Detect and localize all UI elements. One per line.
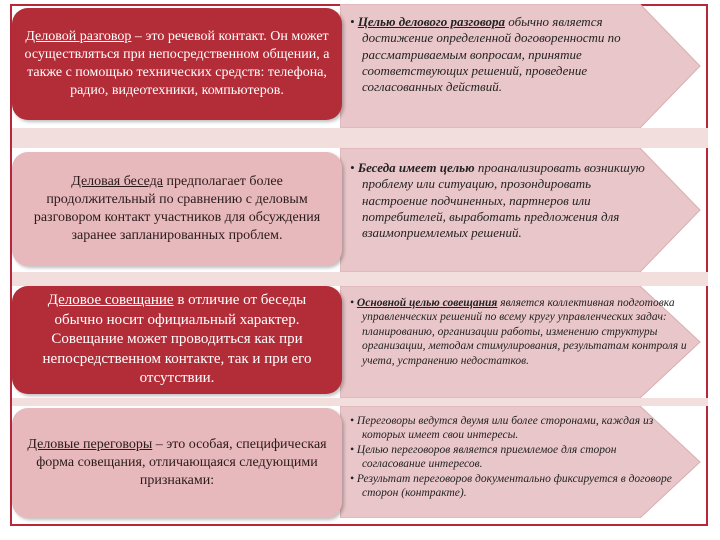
- bullet-3-1: • Основной целью совещания является коллективная подготовка управленческих решений по всему кругу управленческих задач: планированию, организации работы, изменению структуры организации, методам стимулирования, результатам контроля и учета, устранению недостатков.: [350, 297, 687, 367]
- bullet-text: Целью переговоров является приемлемое для сторон согласование интересов.: [356, 443, 617, 471]
- bullet-text: Переговоры ведутся двумя или более сторонами, каждая из которых имеет свои интересы.: [356, 415, 654, 442]
- arrow-1: [340, 4, 712, 128]
- bullet-text: является коллективная подготовка управленческих решений по всему кругу управленческих задач: планированию, организации работы, изменению структуры организации, методам стимулирования, результатам контроля и учета, устранению недостатков.: [362, 297, 687, 367]
- bullet-text: проанализировать возникшую проблему или ситуацию, прозондировать настроение подчиненных, партнеров или потребителей, выработать предложения для взаимоприемлемых решений.: [362, 160, 645, 240]
- arrow-2: [340, 148, 712, 272]
- bullet-bold: Основной целью совещания: [356, 297, 498, 309]
- bullet-4-3: • Результат переговоров документально фиксируется в договоре сторон (контракте).: [350, 472, 672, 499]
- box-text: предполагает более продолжительный по сравнению с деловым разговором контакт участников для обсуждения заранее запланированных проблем.: [33, 173, 321, 244]
- box-text: – это речевой контакт. Он может осуществляться при непосредственном общении, а также с помощью технических средств: телефона, радио, видеотехники, компьютеров.: [24, 28, 330, 99]
- arrow-text-3: [350, 296, 696, 368]
- box-term: Деловой разговор: [25, 28, 132, 44]
- bullet-1-1: • Целью делового разговора обычно является достижение определенной договоренности по рассматриваемым вопросам, принятие соответствующих решений, проведение согласованных действий.: [350, 14, 621, 94]
- bullet-text: Результат переговоров документально фиксируется в договоре сторон (контракте).: [356, 472, 672, 499]
- box-term: Деловые переговоры: [27, 436, 153, 452]
- separator-1: [12, 128, 708, 148]
- box-term: Деловая беседа: [71, 173, 163, 189]
- box-1: [12, 8, 342, 120]
- arrow-text-2: [350, 160, 646, 241]
- box-3: [12, 286, 342, 394]
- box-2: [12, 152, 342, 266]
- box-4: [12, 408, 342, 518]
- bullet-2-1: • Беседа имеет целью проанализировать возникшую проблему или ситуацию, прозондировать настроение подчиненных, партнеров или потребителей, выработать предложения для взаимоприемлемых решений.: [350, 160, 645, 240]
- bullet-bold: Целью делового разговора: [357, 14, 505, 29]
- bullet-4-1: • Переговоры ведутся двумя или более сторонами, каждая из которых имеет свои интересы.: [350, 415, 654, 442]
- arrow-text-4: [350, 414, 680, 500]
- bullet-4-2: • Целью переговоров является приемлемое для сторон согласование интересов.: [350, 443, 617, 471]
- box-text: в отличие от беседы обычно носит официальный характер. Совещание может проводиться как при непосредственном контакте, так и при его отсутствии.: [42, 292, 312, 387]
- bullet-bold: Беседа имеет целью: [357, 160, 475, 175]
- bullet-text: обычно является достижение определенной договоренности по рассматриваемым вопросам, принятие соответствующих решений, проведение согласованных действий.: [362, 14, 621, 94]
- arrow-3: [340, 286, 712, 398]
- box-term: Деловое совещание: [47, 292, 174, 309]
- separator-3: [12, 398, 708, 406]
- separator-2: [12, 272, 708, 286]
- box-text: – это особая, специфическая форма совещания, отличающаяся следующими признаками:: [36, 436, 327, 489]
- arrow-4: [340, 406, 712, 518]
- arrow-text-1: [350, 14, 640, 95]
